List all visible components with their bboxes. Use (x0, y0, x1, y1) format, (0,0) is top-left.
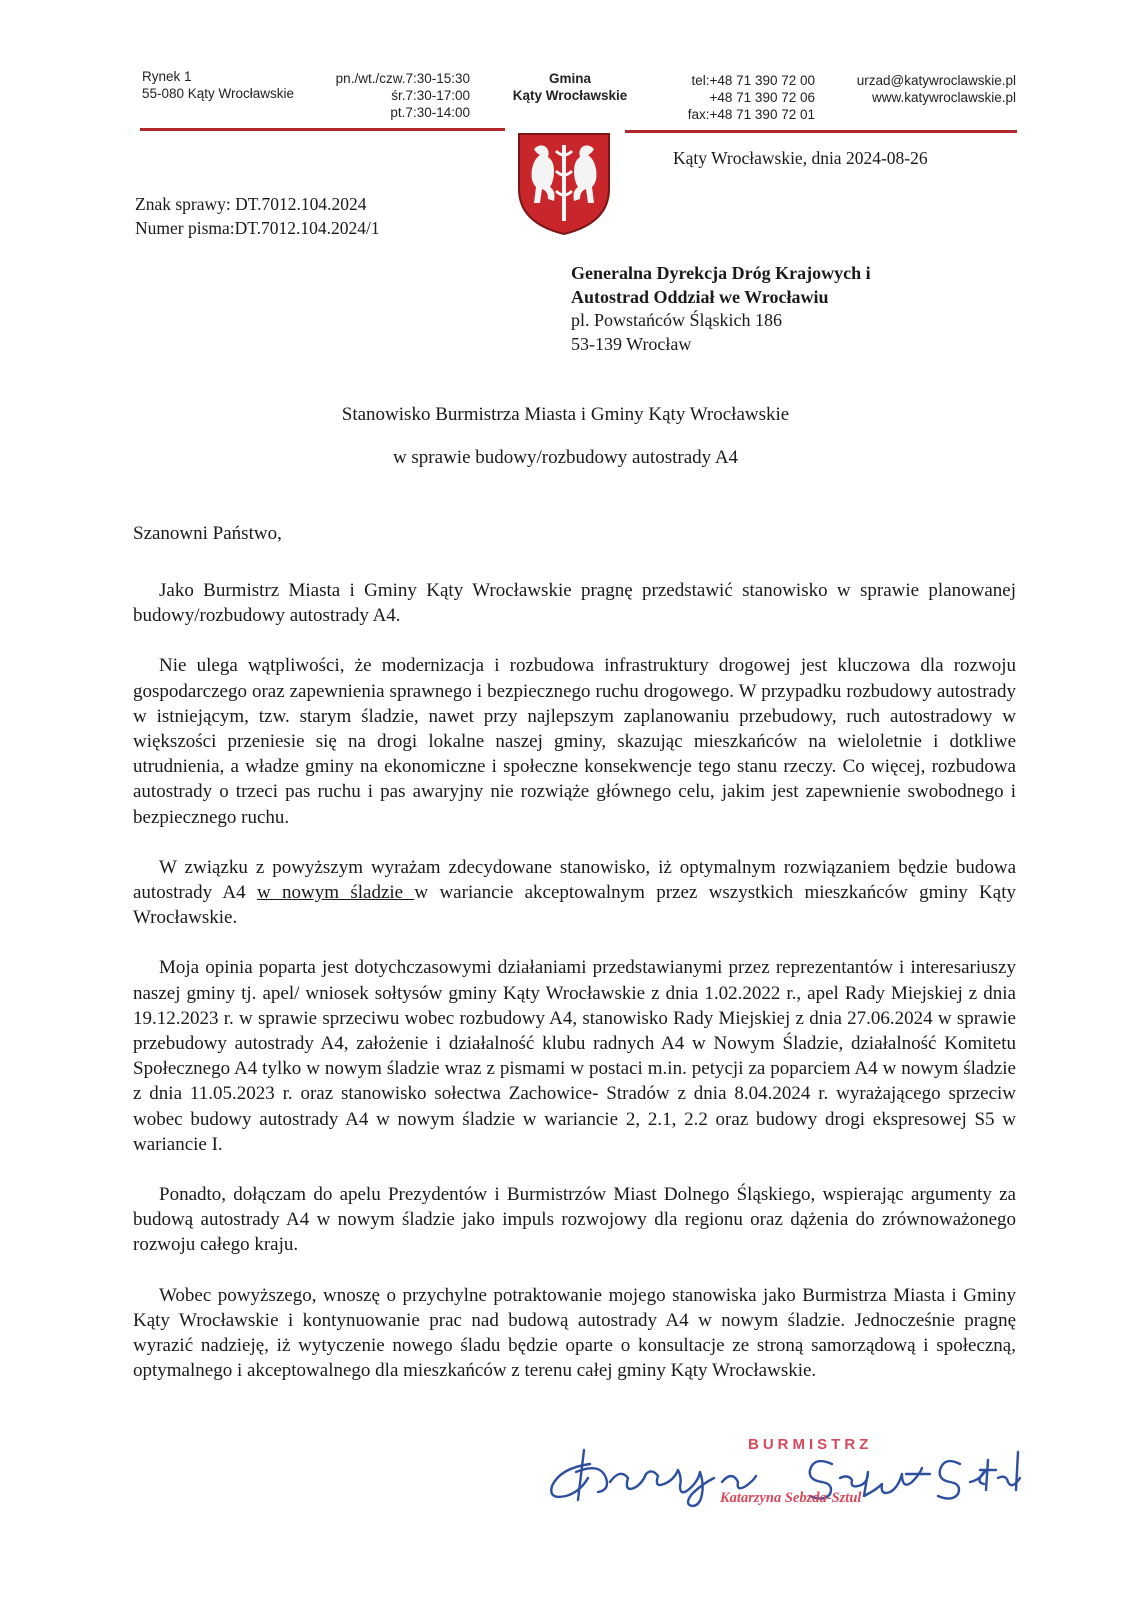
paragraph-position-emphasis: w nowym śladzie (256, 882, 415, 904)
case-numer: Numer pisma:DT.7012.104.2024/1 (135, 218, 380, 238)
header-email: urzad@katywroclawskie.pl (856, 73, 1016, 88)
header-rule-right (625, 130, 1017, 133)
header-office-line: Gmina (548, 71, 591, 86)
paragraph-appeal: Ponadto, dołączam do apelu Prezydentów i Burmistrzów Miast Dolnego Śląskiego, wspierając argumenty za budową autostrady A4 w nowym śladzie jako impuls rozwojowy dla regionu oraz dążenia do zrównoważonego rozwoju całego kraju. (133, 1184, 1016, 1256)
paragraph-position-end: w wariancie akceptowalnym przez wszystkich mieszkańców gminy Kąty Wrocławskie. (133, 882, 1016, 929)
header-hours-line: pn./wt./czw.7:30-15:30 (335, 71, 470, 86)
recipient-street: pl. Powstańców Śląskich 186 (571, 310, 782, 330)
paragraph-position (133, 855, 1016, 931)
paragraph-position-start: W związku z powyższym wyrażam zdecydowane stanowisko, iż optymalnym rozwiązaniem będzie budowa autostrady A4 (133, 856, 1016, 904)
case-znak: Znak sprawy: DT.7012.104.2024 (135, 194, 367, 214)
header-office (498, 70, 642, 104)
case-reference (135, 192, 380, 240)
header-phone-line: fax:+48 71 390 72 01 (687, 107, 815, 122)
salutation: Szanowni Państwo, (133, 523, 282, 544)
header-contact (820, 72, 1016, 106)
letter-body (133, 578, 1016, 1408)
paragraph-intro: Jako Burmistrz Miasta i Gminy Kąty Wrocławskie pragnę przedstawić stanowisko w sprawie planowanej budowy/rozbudowy autostrady A4. (133, 580, 1016, 627)
document-title-line2: w sprawie budowy/rozbudowy autostrady A4 (392, 447, 739, 468)
header-phones (660, 72, 815, 123)
paragraph-closing: Wobec powyższego, wnoszę o przychylne potraktowanie mojego stanowiska jako Burmistrza Miasta i Gminy Kąty Wrocławskie i kontynuowanie prac nad budową autostrady A4 w nowym śladzie. Jednocześnie pragnę wyrazić nadzieję, iż wytyczenie nowego śladu będzie oparte o konsultacje ze stroną samorządową i społeczną, optymalnego i akceptowalnego dla mieszkańców z terenu całej gminy Kąty Wrocławskie. (133, 1284, 1016, 1382)
recipient-name-line2: Autostrad Oddział we Wrocławiu (571, 286, 829, 307)
header-address-street: Rynek 1 (142, 69, 192, 84)
document-title-line1: Stanowisko Burmistrza Miasta i Gminy Kąty Wrocławskie (341, 404, 790, 425)
header-hours (300, 70, 470, 121)
place-date: Kąty Wrocławskie, dnia 2024-08-26 (673, 148, 928, 168)
paragraph-support: Moja opinia poparta jest dotychczasowymi działaniami przedstawianymi przez reprezentantów i interesariuszy naszej gminy tj. apel/ wniosek sołtysów gminy Kąty Wrocławskie z dnia 1.02.2022 r., apel Rady Miejskiej z dnia 19.12.2023 r. w sprawie sprzeciwu wobec rozbudowy A4, stanowisko Rady Miejskiej z dnia 27.06.2024 w sprawie przebudowy autostrady A4, założenie i działalność klubu radnych A4 w Nowym Śladzie, działalność Komitetu Społecznego A4 tylko w nowym śladzie wraz z pismami w postaci m.in. petycji za poparciem A4 w nowym śladzie z dnia 11.05.2023 r. oraz stanowisko sołectwa Zachowice- Stradów z dnia 8.04.2024 r. wyrażającego sprzeciw wobec budowy autostrady A4 w nowym śladzie w wariancie 2, 2.1, 2.2 oraz budowy drogi ekspresowej S5 w wariancie I. (133, 957, 1016, 1155)
header-address (142, 68, 294, 102)
header-hours-line: pt.7:30-14:00 (390, 105, 470, 120)
header-phone-line: +48 71 390 72 06 (709, 90, 815, 105)
header-rule-left (140, 128, 505, 131)
recipient-name-line1: Generalna Dyrekcja Dróg Krajowych i (571, 263, 871, 283)
header-office-line: Kąty Wrocławskie (512, 88, 628, 103)
header-address-city: 55-080 Kąty Wrocławskie (142, 86, 295, 101)
recipient-block (571, 262, 871, 356)
header-hours-line: śr.7:30-17:00 (391, 88, 470, 103)
coat-of-arms-icon (516, 131, 612, 237)
recipient-city: 53-139 Wrocław (571, 333, 692, 354)
paragraph-rationale: Nie ulega wątpliwości, że modernizacja i rozbudowa infrastruktury drogowej jest kluczowa dla rozwoju gospodarczego oraz zapewnienia sprawnego i bezpiecznego ruchu drogowego. W przypadku rozbudowy autostrady w istniejącym, tzw. starym śladzie, nawet przy najlepszym zaplanowaniu przebudowy, ruch autostradowy w większości przeniesie się na drogi lokalne naszej gminy, skazując mieszkańców na wieloletnie i dotkliwe utrudnienia, a władze gminy na ekonomiczne i społeczne konsekwencje tego stanu rzeczy. Co więcej, rozbudowa autostrady o trzeci pas ruchu i pas awaryjny nie rozwiąże głównego celu, jakim jest zapewnienie swobodnego i bezpiecznego ruchu. (133, 655, 1016, 828)
stamp-title: BURMISTRZ (748, 1436, 873, 1453)
header-website: www.katywroclawskie.pl (871, 90, 1016, 105)
stamp-name: Katarzyna Sebzda-Sztul (720, 1490, 862, 1506)
header-phone-line: tel:+48 71 390 72 00 (691, 73, 815, 88)
